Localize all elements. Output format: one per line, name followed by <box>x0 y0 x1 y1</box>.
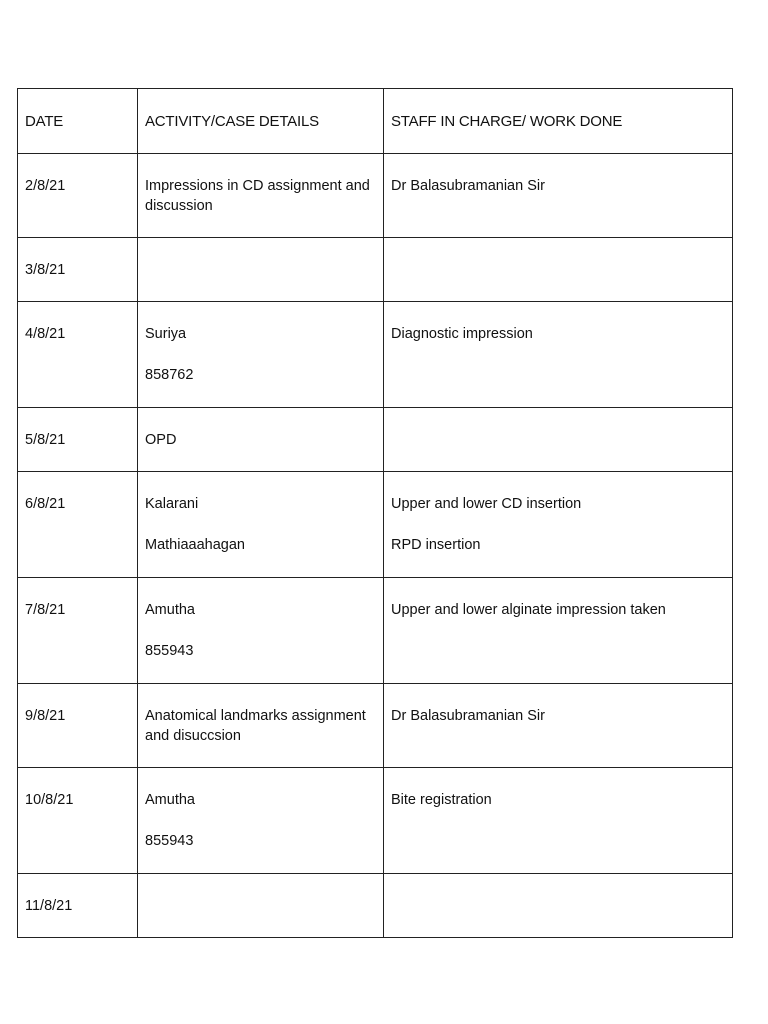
cell-activity <box>138 238 384 302</box>
table-row <box>18 874 733 938</box>
staff-text: Upper and lower alginate impression taken <box>391 602 666 618</box>
table-row <box>18 472 733 578</box>
activity-text: Suriya <box>145 326 187 342</box>
activity-text: Amutha <box>145 792 195 808</box>
staff-text: RPD insertion <box>391 537 481 553</box>
cell-date: 2/8/21 <box>18 154 138 238</box>
cell-activity <box>138 768 384 874</box>
cell-staff <box>384 154 733 238</box>
cell-activity <box>138 578 384 684</box>
staff-text: Bite registration <box>391 792 492 808</box>
cell-staff <box>384 302 733 408</box>
activity-log-table <box>17 88 733 938</box>
cell-activity <box>138 472 384 578</box>
cell-staff <box>384 768 733 874</box>
table-row <box>18 154 733 238</box>
table-row <box>18 302 733 408</box>
cell-staff <box>384 238 733 302</box>
cell-date: 6/8/21 <box>18 472 138 578</box>
activity-text: OPD <box>145 432 177 448</box>
staff-text: Upper and lower CD insertion <box>391 496 582 512</box>
activity-text: Anatomical landmarks assignment and disuccsion <box>145 708 366 744</box>
header-date: DATE <box>18 89 138 154</box>
staff-text: Dr Balasubramanian Sir <box>391 178 545 194</box>
cell-date: 7/8/21 <box>18 578 138 684</box>
cell-activity <box>138 302 384 408</box>
table-row <box>18 238 733 302</box>
activity-text: Kalarani <box>145 496 199 512</box>
cell-activity <box>138 154 384 238</box>
activity-text: Impressions in CD assignment and discussion <box>145 178 370 214</box>
cell-staff <box>384 684 733 768</box>
cell-date: 11/8/21 <box>18 874 138 938</box>
cell-date: 3/8/21 <box>18 238 138 302</box>
table-row <box>18 408 733 472</box>
cell-staff <box>384 578 733 684</box>
staff-text: Diagnostic impression <box>391 326 533 342</box>
table-header-row <box>18 89 733 154</box>
activity-text: 855943 <box>145 643 194 659</box>
cell-staff <box>384 472 733 578</box>
activity-text: 858762 <box>145 367 194 383</box>
cell-staff <box>384 408 733 472</box>
cell-date: 9/8/21 <box>18 684 138 768</box>
table-row <box>18 768 733 874</box>
cell-staff <box>384 874 733 938</box>
table-row <box>18 684 733 768</box>
table-row <box>18 578 733 684</box>
activity-text: Mathiaaahagan <box>145 537 245 553</box>
activity-text: Amutha <box>145 602 195 618</box>
staff-text: Dr Balasubramanian Sir <box>391 708 545 724</box>
cell-activity <box>138 684 384 768</box>
cell-activity <box>138 874 384 938</box>
header-activity: ACTIVITY/CASE DETAILS <box>138 89 384 154</box>
activity-text: 855943 <box>145 833 194 849</box>
table-body <box>18 154 733 938</box>
header-staff: STAFF IN CHARGE/ WORK DONE <box>384 89 733 154</box>
cell-date: 10/8/21 <box>18 768 138 874</box>
cell-date: 4/8/21 <box>18 302 138 408</box>
cell-date: 5/8/21 <box>18 408 138 472</box>
cell-activity <box>138 408 384 472</box>
